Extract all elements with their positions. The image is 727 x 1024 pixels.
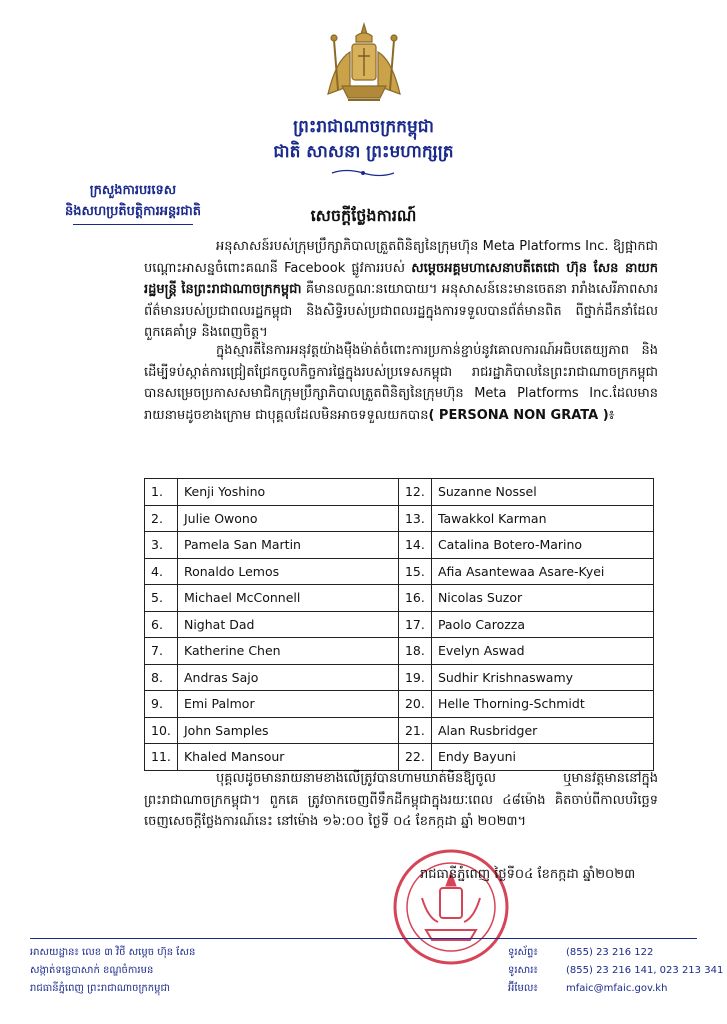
row-number: 22. — [398, 744, 431, 771]
paragraph-2-text: ក្នុងស្មារតីនៃការអនុវត្តយ៉ាងម៉ឺងម៉ាត់ចំពោះការប្រកាន់ខ្ជាប់នូវគោលការណ៍អធិបតេយ្យភាព និងដើម្បីទប់ស្កាត់ការជ្រៀតជ្រែកចូលកិច្ចការផ្ទៃក្នុងរបស់ប្រទេសកម្ពុជា រាជរដ្ឋាភិបាលនៃព្រះរាជាណាចក្រកម្ពុជាបានសម្រេចប្រកាសសមាជិកក្រុមប្រឹក្សាភិបាលត្រួតពិនិត្យនៃក្រុមហ៊ុន Meta Platforms Inc.ដែលមានរាយនាមដូចខាងក្រោម ជាបុគ្គលដែលមិនអាចទទួលយកបាន — [144, 343, 658, 423]
row-number: 18. — [398, 638, 431, 665]
person-name: Kenji Yoshino — [177, 479, 398, 506]
paragraph-1 — [144, 236, 658, 344]
footer-contact — [508, 944, 723, 998]
paragraph-1-bold: សម្តេចអគ្គមហាសេនាបតីតេជោ ហ៊ុន សែន នាយករដ្ឋមន្រ្តី នៃព្រះរាជាណាចក្រកម្ពុជា — [144, 260, 658, 297]
person-name: Emi Palmor — [177, 691, 398, 718]
paragraph-1-text-a: អនុសាសន៍របស់ក្រុមប្រឹក្សាភិបាលត្រួតពិនិត្យនៃក្រុមហ៊ុន Meta Platforms Inc. ឱ្យផ្អាកជាបណ្ដោះអាសន្នចំពោះគណនី Facebook ផ្លូវការរបស់ — [144, 239, 658, 276]
paragraph-2 — [144, 340, 658, 426]
fax-value: (855) 23 216 141, 023 213 341 — [566, 965, 724, 976]
names-table-body — [145, 479, 654, 771]
table-row — [145, 691, 654, 718]
row-number: 21. — [398, 717, 431, 744]
person-name: Alan Rusbridger — [431, 717, 653, 744]
row-number: 2. — [145, 505, 178, 532]
table-row — [145, 744, 654, 771]
table-row — [145, 532, 654, 559]
person-name: Catalina Botero-Marino — [431, 532, 653, 559]
person-name: John Samples — [177, 717, 398, 744]
royal-emblem-icon — [318, 20, 410, 108]
ministry-line-1: ក្រសួងការបរទេស — [89, 183, 177, 198]
person-name: Ronaldo Lemos — [177, 558, 398, 585]
table-row — [145, 638, 654, 665]
row-number: 17. — [398, 611, 431, 638]
person-name: Andras Sajo — [177, 664, 398, 691]
row-number: 7. — [145, 638, 178, 665]
footer-divider — [30, 938, 697, 939]
paragraph-2-end: ៖ — [608, 407, 615, 423]
address-line-2: សង្កាត់ទន្លេបាសាក់ ខណ្ឌចំការមន — [30, 965, 154, 976]
divider-ornament-icon — [330, 168, 396, 178]
row-number: 9. — [145, 691, 178, 718]
row-number: 15. — [398, 558, 431, 585]
row-number: 3. — [145, 532, 178, 559]
table-row — [145, 479, 654, 506]
table-row — [145, 717, 654, 744]
person-name: Nighat Dad — [177, 611, 398, 638]
fax-label: ទូរសារ៖ — [508, 965, 538, 976]
names-table — [144, 478, 654, 771]
row-number: 12. — [398, 479, 431, 506]
row-number: 13. — [398, 505, 431, 532]
date-line: រាជធានីភ្នំពេញ ថ្ងៃទី០៤ ខែកក្កដា ឆ្នាំ២០២៣ — [420, 867, 636, 882]
address-line-1: លេខ ៣ វិថី សម្តេច ហ៊ុន សែន — [82, 947, 196, 958]
person-name: Paolo Carozza — [431, 611, 653, 638]
national-motto: ជាតិ សាសនា ព្រះមហាក្សត្រ — [273, 142, 454, 162]
paragraph-1-text-b: គឺមានលក្ខណៈនយោបាយ។ អនុសាសន៍នេះមានចេតនា រារាំងសេរីភាពសារព័ត៌មានរបស់ប្រជាពលរដ្ឋកម្ពុជា និងសិទ្ធិរបស់ប្រជាពលរដ្ឋក្នុងការទទួលបានព័ត៌មានពិត ពីថ្នាក់ដឹកនាំដែលពួកគេគាំទ្រ និងពេញចិត្ត។ — [144, 282, 658, 340]
row-number: 4. — [145, 558, 178, 585]
table-row — [145, 505, 654, 532]
table-row — [145, 664, 654, 691]
table-row — [145, 585, 654, 612]
phone-value: (855) 23 216 122 — [566, 947, 654, 958]
row-number: 14. — [398, 532, 431, 559]
person-name: Michael McConnell — [177, 585, 398, 612]
document-title: សេចក្តីថ្លែងការណ៍ — [310, 206, 417, 225]
persona-non-grata: ( PERSONA NON GRATA ) — [428, 407, 609, 423]
row-number: 11. — [145, 744, 178, 771]
email-label: អ៊ីមែល៖ — [508, 983, 538, 994]
row-number: 10. — [145, 717, 178, 744]
person-name: Afia Asantewaa Asare-Kyei — [431, 558, 653, 585]
person-name: Nicolas Suzor — [431, 585, 653, 612]
table-row — [145, 558, 654, 585]
row-number: 6. — [145, 611, 178, 638]
person-name: Khaled Mansour — [177, 744, 398, 771]
person-name: Julie Owono — [177, 505, 398, 532]
person-name: Helle Thorning-Schmidt — [431, 691, 653, 718]
person-name: Pamela San Martin — [177, 532, 398, 559]
address-label: អាសយដ្ឋាន៖ — [30, 947, 79, 958]
person-name: Sudhir Krishnaswamy — [431, 664, 653, 691]
address-line-3: រាជធានីភ្នំពេញ ព្រះរាជាណាចក្រកម្ពុជា — [30, 983, 170, 994]
paragraph-3 — [144, 768, 658, 833]
person-name: Endy Bayuni — [431, 744, 653, 771]
row-number: 20. — [398, 691, 431, 718]
person-name: Tawakkol Karman — [431, 505, 653, 532]
row-number: 16. — [398, 585, 431, 612]
paragraph-3-text: បុគ្គលដូចមានរាយនាមខាងលើត្រូវបានហាមឃាត់មិនឱ្យចូល ឬមានវត្តមាននៅក្នុងព្រះរាជាណាចក្រកម្ពុជា។ ពួកគេ ត្រូវចាកចេញពីទឹកដីកម្ពុជាក្នុងរយៈពេល ៤៨ម៉ោង គិតចាប់ពីកាលបរិច្ឆេទចេញសេចក្តីថ្លែងការណ៍នេះ នៅម៉ោង ១៦:០០ ថ្ងៃទី ០៤ ខែកក្កដា ឆ្នាំ ២០២៣។ — [144, 771, 658, 829]
person-name: Evelyn Aswad — [431, 638, 653, 665]
person-name: Suzanne Nossel — [431, 479, 653, 506]
phone-label: ទូរស័ព្ទ៖ — [508, 947, 538, 958]
person-name: Katherine Chen — [177, 638, 398, 665]
kingdom-name: ព្រះរាជាណាចក្រកម្ពុជា — [293, 117, 434, 137]
row-number: 5. — [145, 585, 178, 612]
row-number: 8. — [145, 664, 178, 691]
ministry-line-2: និងសហប្រតិបត្តិការអន្តរជាតិ — [65, 204, 201, 219]
table-row — [145, 611, 654, 638]
email-value[interactable]: mfaic@mfaic.gov.kh — [566, 983, 668, 994]
row-number: 1. — [145, 479, 178, 506]
row-number: 19. — [398, 664, 431, 691]
footer-address — [30, 944, 195, 998]
